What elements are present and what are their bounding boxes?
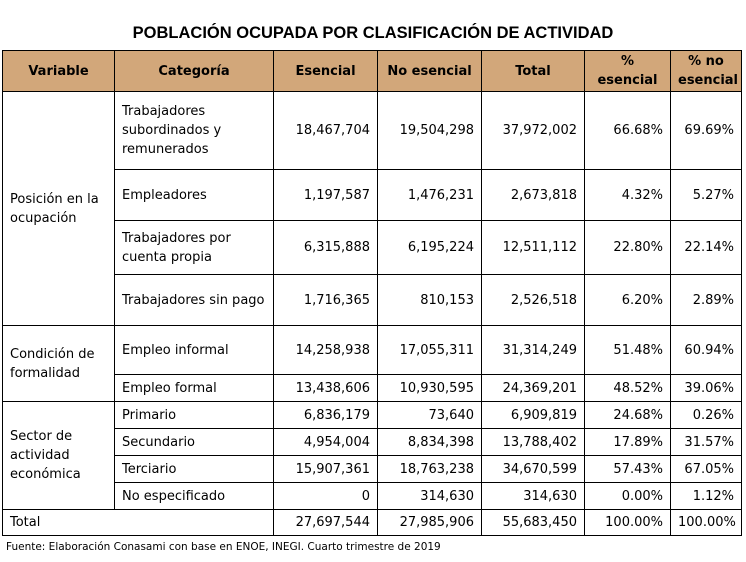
pct-no-esencial-cell: 0.26% (671, 402, 742, 429)
esencial-cell: 18,467,704 (274, 92, 378, 170)
total-total: 55,683,450 (482, 510, 585, 536)
header-row (3, 51, 742, 92)
total-pct-esencial: 100.00% (585, 510, 671, 536)
total-pct-no-esencial: 100.00% (671, 510, 742, 536)
source-footnote: Fuente: Elaboración Conasami con base en ENOE, INEGI. Cuarto trimestre de 2019 (6, 541, 441, 553)
no-esencial-cell: 17,055,311 (378, 326, 482, 375)
header-esencial: Esencial (274, 51, 378, 92)
pct-esencial-cell: 48.52% (585, 375, 671, 402)
pct-no-esencial-cell: 69.69% (671, 92, 742, 170)
no-esencial-cell: 6,195,224 (378, 221, 482, 275)
total-cell: 2,526,518 (482, 275, 585, 326)
total-cell: 6,909,819 (482, 402, 585, 429)
pct-no-esencial-cell: 5.27% (671, 170, 742, 221)
no-esencial-cell: 314,630 (378, 483, 482, 510)
category-cell: Trabajadores por cuenta propia (115, 221, 274, 275)
pct-esencial-cell: 22.80% (585, 221, 671, 275)
category-cell: Trabajadores sin pago (115, 275, 274, 326)
table-row (3, 92, 742, 170)
total-row (3, 510, 742, 536)
total-cell: 2,673,818 (482, 170, 585, 221)
category-cell: Terciario (115, 456, 274, 483)
pct-esencial-cell: 17.89% (585, 429, 671, 456)
no-esencial-cell: 18,763,238 (378, 456, 482, 483)
category-cell: No especificado (115, 483, 274, 510)
total-cell: 37,972,002 (482, 92, 585, 170)
category-cell: Empleo informal (115, 326, 274, 375)
esencial-cell: 15,907,361 (274, 456, 378, 483)
total-cell: 31,314,249 (482, 326, 585, 375)
pct-esencial-cell: 24.68% (585, 402, 671, 429)
header-total: Total (482, 51, 585, 92)
no-esencial-cell: 1,476,231 (378, 170, 482, 221)
pct-esencial-cell: 0.00% (585, 483, 671, 510)
total-cell: 12,511,112 (482, 221, 585, 275)
pct-esencial-cell: 4.32% (585, 170, 671, 221)
pct-esencial-cell: 57.43% (585, 456, 671, 483)
esencial-cell: 4,954,004 (274, 429, 378, 456)
total-cell: 34,670,599 (482, 456, 585, 483)
pct-no-esencial-cell: 22.14% (671, 221, 742, 275)
header-categoria: Categoría (115, 51, 274, 92)
no-esencial-cell: 8,834,398 (378, 429, 482, 456)
esencial-cell: 14,258,938 (274, 326, 378, 375)
category-cell: Empleadores (115, 170, 274, 221)
variable-sector: Sector de actividad económica (3, 402, 115, 510)
category-cell: Primario (115, 402, 274, 429)
no-esencial-cell: 19,504,298 (378, 92, 482, 170)
category-cell: Empleo formal (115, 375, 274, 402)
esencial-cell: 6,836,179 (274, 402, 378, 429)
pct-no-esencial-cell: 67.05% (671, 456, 742, 483)
total-cell: 24,369,201 (482, 375, 585, 402)
esencial-cell: 1,197,587 (274, 170, 378, 221)
table-title: POBLACIÓN OCUPADA POR CLASIFICACIÓN DE ACTIVIDAD (132, 24, 614, 42)
pct-esencial-cell: 66.68% (585, 92, 671, 170)
pct-no-esencial-cell: 2.89% (671, 275, 742, 326)
total-esencial: 27,697,544 (274, 510, 378, 536)
no-esencial-cell: 73,640 (378, 402, 482, 429)
no-esencial-cell: 10,930,595 (378, 375, 482, 402)
header-no-esencial: No esencial (378, 51, 482, 92)
total-label: Total (3, 510, 274, 536)
variable-posicion: Posición en la ocupación (3, 92, 115, 326)
pct-esencial-cell: 51.48% (585, 326, 671, 375)
pct-no-esencial-cell: 1.12% (671, 483, 742, 510)
no-esencial-cell: 810,153 (378, 275, 482, 326)
table-row (3, 402, 742, 429)
esencial-cell: 6,315,888 (274, 221, 378, 275)
category-cell: Secundario (115, 429, 274, 456)
header-pct-no-esencial: % no esencial (671, 51, 742, 92)
esencial-cell: 1,716,365 (274, 275, 378, 326)
total-no-esencial: 27,985,906 (378, 510, 482, 536)
category-cell: Trabajadores subordinados y remunerados (115, 92, 274, 170)
esencial-cell: 13,438,606 (274, 375, 378, 402)
total-cell: 13,788,402 (482, 429, 585, 456)
pct-no-esencial-cell: 31.57% (671, 429, 742, 456)
pct-no-esencial-cell: 39.06% (671, 375, 742, 402)
table-row (3, 326, 742, 375)
header-pct-esencial: % esencial (585, 51, 671, 92)
header-variable: Variable (3, 51, 115, 92)
esencial-cell: 0 (274, 483, 378, 510)
activity-table (2, 50, 742, 536)
variable-formalidad: Condición de formalidad (3, 326, 115, 402)
pct-no-esencial-cell: 60.94% (671, 326, 742, 375)
total-cell: 314,630 (482, 483, 585, 510)
pct-esencial-cell: 6.20% (585, 275, 671, 326)
